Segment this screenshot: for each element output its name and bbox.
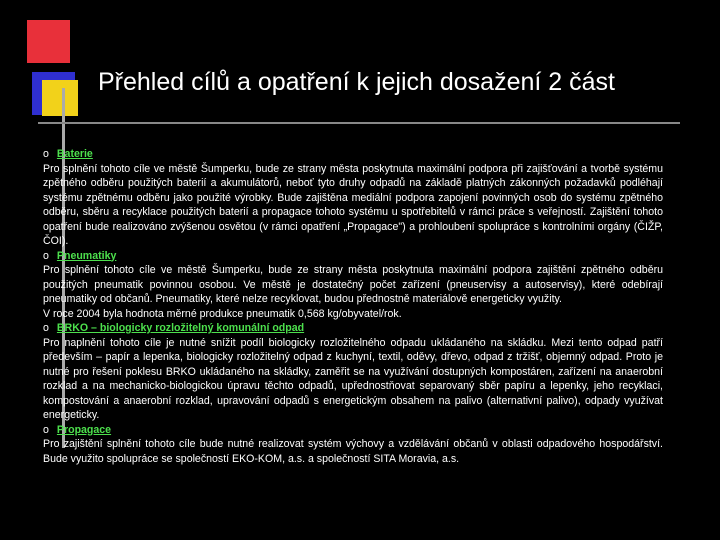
bullet-icon: o <box>43 322 49 334</box>
paragraph-pneumatiky: Pro splnění tohoto cíle ve městě Šumperku, bude ze strany města poskytnuta maximální podpora zajištění zpětného odběru použitých pneumatik povinnou osobou. Ve městě je dostatečný počet zařízení (pneuservisy a autoservisy), které odebírají pneumatiky od občanů. Pneumatiky, které nelze recyklovat, budou přednostně materiálově energeticky využity. <box>43 264 663 305</box>
paragraph-baterie: Pro splnění tohoto cíle ve městě Šumperku, bude ze strany města poskytnuta maximální podpora při zajišťování a tvorbě systému zpětného odběru použitých baterií a akumulátorů, neboť tyto druhy odpadů na základě platných zákonných požadavků podléhají systému zpětnému odběru jako použité výrobky. Bude zajištěna mediální podpora zapojení povinných osob do systému zpětného odběru, sběru a recyklace použitých baterií a propagace tohoto systému u spotřebitelů v rámci práce s veřejností. Zajištění tohoto opatření bude realizováno zvýšenou osvětou (v rámci opatření „Propagace") a prohloubení spolupráce s kontrolními orgány (ČIŽP, ČOI). <box>43 162 663 247</box>
link-brko[interactable]: BRKO – biologicky rozložitelný komunální odpad <box>56 322 305 334</box>
link-propagace[interactable]: Propagace <box>56 423 112 436</box>
paragraph-propagace: Pro zajištění splnění tohoto cíle bude nutné realizovat systém výchovy a vzdělávání občanů v oblasti odpadového hospodářství. Bude využito spolupráce se společností EKO-KOM, a.s. a společností SITA Moravia, a.s. <box>43 438 663 465</box>
section-heading-pneumatiky <box>43 249 663 264</box>
section-heading-brko <box>43 321 663 336</box>
bullet-icon: o <box>43 423 49 436</box>
yellow-square-decoration <box>42 80 78 116</box>
slide-content <box>43 147 663 466</box>
page-title: Přehled cílů a opatření k jejich dosažení 2 část <box>98 68 615 96</box>
section-heading-baterie <box>43 147 663 162</box>
red-square-decoration <box>27 20 70 63</box>
link-pneumatiky[interactable]: Pneumatiky <box>56 249 117 262</box>
section-heading-propagace <box>43 423 663 438</box>
horizontal-rule <box>38 122 680 124</box>
link-baterie[interactable]: Baterie <box>56 148 93 160</box>
bullet-icon: o <box>43 249 49 262</box>
paragraph-pneumatiky-production: V roce 2004 byla hodnota měrné produkce pneumatik 0,568 kg/obyvatel/rok. <box>43 307 402 320</box>
paragraph-brko: Pro naplnění tohoto cíle je nutné snížit podíl biologicky rozložitelného odpadu ukládaného na skládku. Mezi tento odpad patří především – papír a lepenka, biologicky rozložitelný odpad z kuchyní, textil, oděvy, dřevo, odpad z tržišť, objemný odpad. Proto je nutné pro řešení poklesu BRKO ukládaného na skládky, zaměřit se na využívání dostupných kompostáren, zařízení na anaerobní rozklad a na mechanicko-biologickou úpravu těchto odpadů, upřednostňovat separovaný sběr papíru a lepenky, jeho recyklaci, kompostování a anaerobní rozklad, upravování odpadů s energetickým obsahem na palivo (alternativní palivo), odpady využívat energeticky. <box>43 336 663 421</box>
bullet-icon: o <box>43 148 49 160</box>
